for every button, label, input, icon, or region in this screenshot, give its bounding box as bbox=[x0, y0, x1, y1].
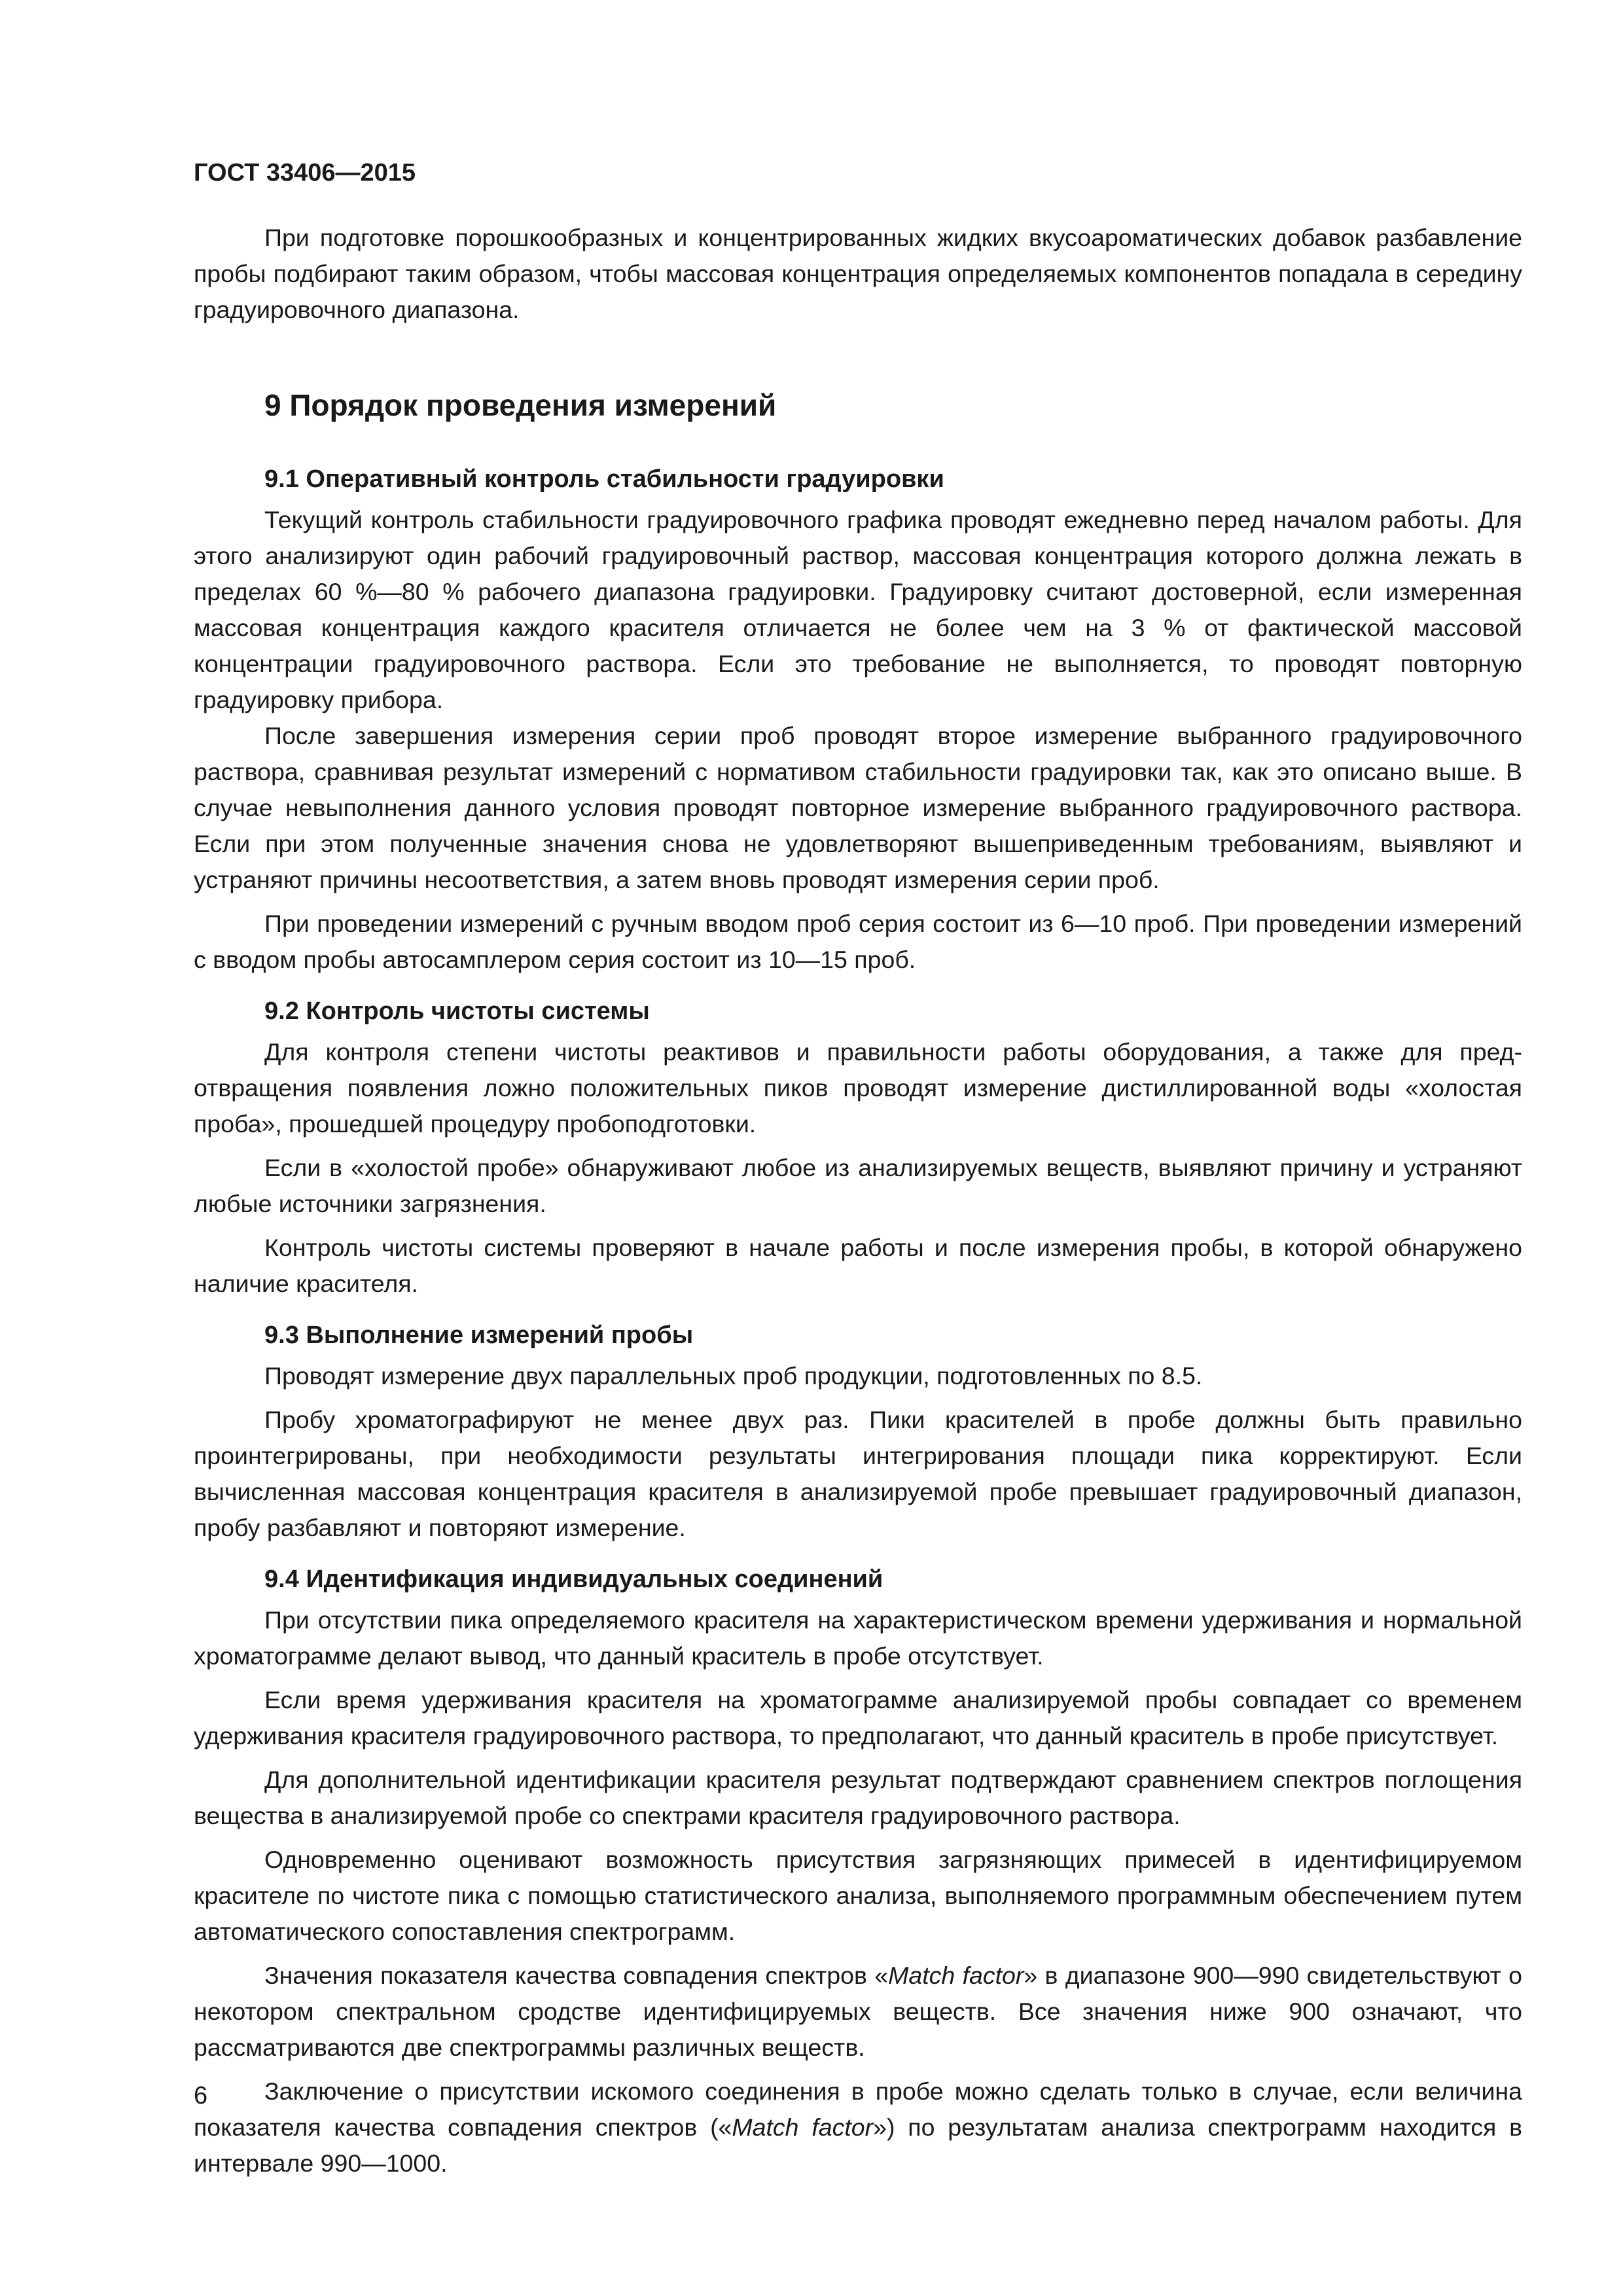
section-title: 9 Порядок проведения измерений bbox=[264, 388, 777, 422]
paragraph-9-4-1: При отсутствии пика определяемого красителя на характеристическом времени удерживания и нормальной хроматограмме делают вывод, что данный краситель в пробе отсутствует. bbox=[194, 1606, 1522, 1670]
paragraph-9-2-3: Контроль чистоты системы проверяют в начале работы и после измерения пробы, в которой обнаружено наличие красителя. bbox=[194, 1234, 1522, 1297]
subsection-title-9-2: 9.2 Контроль чистоты системы bbox=[264, 997, 650, 1025]
match-factor-term: Match factor bbox=[888, 1962, 1024, 1989]
document-page bbox=[194, 157, 1522, 2181]
paragraph-9-3-1: Проводят измерение двух параллельных проб продукции, подготовленных по 8.5. bbox=[264, 1362, 1203, 1390]
paragraph-9-1-1: Текущий контроль стабильности градуировочного графика проводят ежедневно перед началом работы. Для этого анализируют один рабочий градуировочный раствор, массовая концентрация которого должна лежать в пределах 60 %—80 % рабочего диапазона градуировки. Градуировку считают достоверной, если измеренная массовая концентрация каждого красителя отличается не более чем на 3 % от фактической массовой концентрации градуировочного раствора. Если это требование не выполняется, то проводят повторную градуировку прибора. bbox=[194, 506, 1522, 713]
page-number: 6 bbox=[194, 2082, 208, 2109]
subsection-title-9-4: 9.4 Идентификация индивидуальных соединений bbox=[264, 1566, 883, 1593]
paragraph-9-4-2: Если время удерживания красителя на хроматограмме анализируемой пробы совпадает со временем удерживания красителя градуировочного раствора, то предполагают, что данный краситель в пробе присутствует. bbox=[194, 1686, 1522, 1749]
paragraph-9-2-2: Если в «холостой пробе» обнаруживают любое из анализируемых веществ, выявляют причину и устраняют любые источники загрязнения. bbox=[194, 1154, 1522, 1217]
paragraph-9-4-5: Значения показателя качества совпадения спектров «Match factor» в диапазоне 900—990 свидетельствуют о некотором спектральном сродстве идентифицируемых веществ. Все значения ниже 900 означают, что рассматриваются две спектрограммы различных веществ. bbox=[194, 1962, 1522, 2061]
paragraph-9-4-4: Одновременно оценивают возможность присутствия загрязняющих примесей в идентифицируемом красителе по чистоте пика с помощью статистического анализа, выполняемого программным обеспечением путем автоматического сопоставления спектрограмм. bbox=[194, 1846, 1522, 1945]
subsection-title-9-3: 9.3 Выполнение измерений пробы bbox=[264, 1321, 694, 1349]
match-factor-term: Match factor bbox=[732, 2113, 874, 2141]
paragraph-9-1-2: После завершения измерения серии проб проводят второе измерение выбранного градуировочного раствора, сравнивая результат измерений с нормативом стабильности градуировки так, как это описано выше. В случае невыполнения данного условия проводят повторное измерение выбранного градуировочного раствора. Если при этом полученные значения снова не удовлетворяют вышеприведенным требованиям, выявляют и устраняют причины несоответствия, а затем вновь проводят измерения серии проб. bbox=[194, 722, 1522, 893]
paragraph-9-2-1: Для контроля степени чистоты реактивов и правильности работы оборудования, а также для предотвращения появления ложно положительных пиков проводят измерение дистиллированной воды «холостая проба», прошедшей процедуру пробоподготовки. bbox=[194, 1038, 1522, 1138]
subsection-title-9-1: 9.1 Оперативный контроль стабильности градуировки bbox=[264, 465, 944, 493]
paragraph-9-1-3: При проведении измерений с ручным вводом проб серия состоит из 6—10 проб. При проведении измерений с вводом пробы автосамплером серия состоит из 10—15 проб. bbox=[194, 910, 1522, 973]
intro-paragraph: При подготовке порошкообразных и концентрированных жидких вкусоароматических добавок разбавление пробы подбирают таким образом, чтобы массовая концентрация определяемых компонентов попадала в середину градуировочного диапазона. bbox=[194, 224, 1522, 323]
document-standard-id: ГОСТ 33406—2015 bbox=[194, 159, 416, 187]
paragraph-9-4-6: Заключение о присутствии искомого соединения в пробе можно сделать только в случае, если величина показателя качества совпадения спектров («Match factor») по результатам анализа спектрограмм находится в интервале 990—1000. bbox=[194, 2077, 1522, 2177]
paragraph-9-3-2: Пробу хроматографируют не менее двух раз. Пики красителей в пробе должны быть правильно проинтегрированы, при необходимости результаты интегрирования площади пика корректируют. Если вычисленная массовая концентрация красителя в анализируемой пробе превышает градуировочный диапазон, пробу разбавляют и повторяют измерение. bbox=[194, 1406, 1522, 1541]
paragraph-9-4-3: Для дополнительной идентификации красителя результат подтверждают сравнением спектров поглощения вещества в анализируемой пробе со спектрами красителя градуировочного раствора. bbox=[194, 1766, 1522, 1829]
